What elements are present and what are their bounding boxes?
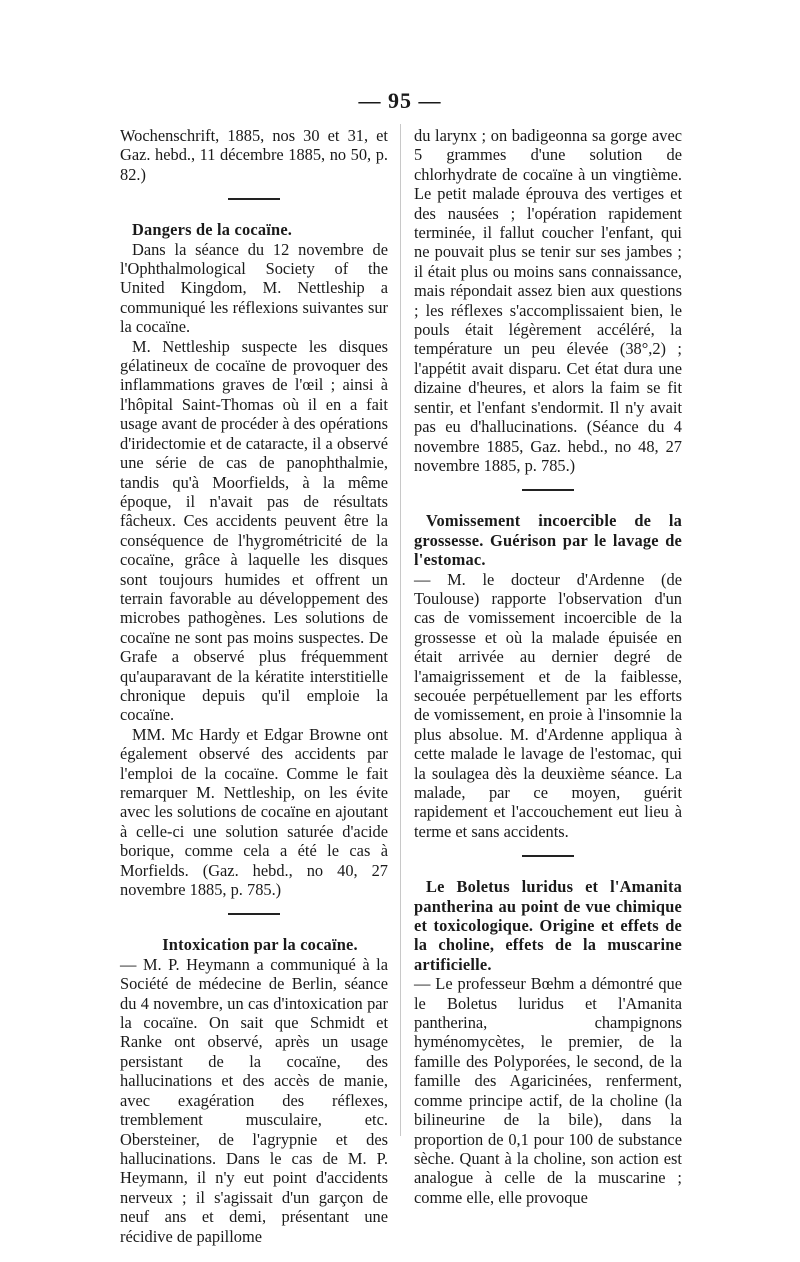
section-paragraph: M. Nettleship suspecte les disques gélatineux de cocaïne de provoquer des inflammations graves de l'œil ; ainsi à l'hôpital Saint-Thomas où il en a fait usage avant de procéder à des opérations d'iridectomie et de cataracte, il a observé une série de cas de panophthalmie, tandis qu'à Moorfields, à la même époque, il n'avait pas de résultats fâcheux. Ces accidents peuvent être la conséquence de l'hygrométricité de la cocaïne, grâce à laquelle les disques sont toujours humides et offrent un terrain favorable au développement des microbes pathogènes. Les solutions de cocaïne ne sont pas moins suspectes. De Grafe a observé plus fréquemment qu'auparavant de la kératite interstitielle chronique depuis qu'il emploie la cocaïne. bbox=[120, 336, 388, 725]
section-divider bbox=[228, 198, 280, 200]
section-paragraph-continuation: du larynx ; on badigeonna sa gorge avec 5 grammes d'une solution de chlorhydrate de cocaïne à un vingtième. Le petit malade éprouva des vertiges et des nausées ; l'opération rapidement terminée, il fallut coucher l'enfant, qui ne pouvait plus se tenir sur ses jambes ; il était plus ou moins sans connaissance, mais répondait assez bien aux questions ; les réflexes s'accomplissaient bien, le pouls était légèrement accéléré, la température un peu élevée (38°,2) ; l'appétit avait disparu. Cet état dura une dizaine d'heures, et alors la faim se fit sentir, et l'enfant s'endormit. Il n'y avait pas eu d'hallucinations. (Séance du 4 novembre 1885, Gaz. hebd., no 48, 27 novembre 1885, p. 785.) bbox=[414, 126, 682, 475]
section-paragraph: Dans la séance du 12 novembre de l'Ophthalmological Society of the United Kingdom, M. Nettleship a communiqué les réflexions suivantes sur la cocaïne. bbox=[120, 239, 388, 337]
page-number: — 95 — bbox=[358, 88, 442, 113]
section-divider bbox=[228, 913, 280, 915]
section-heading-vomissement: Vomissement incoercible de la grossesse. Guérison par le lavage de l'estomac. bbox=[414, 511, 682, 570]
right-column bbox=[414, 126, 682, 1207]
section-divider bbox=[522, 855, 574, 857]
reference-continuation: Wochenschrift, 1885, nos 30 et 31, et Gaz. hebd., 11 décembre 1885, no 50, p. 82.) bbox=[120, 126, 388, 184]
section-heading-intoxication-cocaine: Intoxication par la cocaïne. bbox=[162, 935, 358, 955]
left-column bbox=[120, 126, 388, 1246]
section-divider bbox=[522, 489, 574, 491]
section-heading-boletus: Le Boletus luridus et l'Amanita pantherina au point de vue chimique et toxicologique. Origine et effets de la choline, effets de la muscarine artificielle. bbox=[414, 877, 682, 974]
section-paragraph: — M. le docteur d'Ardenne (de Toulouse) rapporte l'observation d'un cas de vomissement incoercible de la grossesse et où la malade épuisée en était arrivée au dernier degré de l'amaigrissement et de la faiblesse, secouée perpétuellement par les efforts de vomissement, en proie à l'insomnie la plus absolue. M. d'Ardenne appliqua à cette malade le lavage de l'estomac, qui la soulagea dès la deuxième séance. La malade, par ce moyen, guérit rapidement et l'accouchement eut lieu à terme et sans accidents. bbox=[414, 569, 682, 841]
section-paragraph: MM. Mc Hardy et Edgar Browne ont également observé des accidents par l'emploi de la cocaïne. Comme le fait remarquer M. Nettleship, on les évite avec les solutions de cocaïne en ajoutant à celle-ci une solution saturée d'acide borique, comme cela a été le cas à Morfields. (Gaz. hebd., no 40, 27 novembre 1885, p. 785.) bbox=[120, 724, 388, 900]
section-paragraph: — M. P. Heymann a communiqué à la Société de médecine de Berlin, séance du 4 novembre, un cas d'intoxication par la cocaïne. On sait que Schmidt et Ranke ont observé, après un usage persistant de la cocaïne, des hallucinations et des accès de manie, avec exagération des réflexes, tremblement musculaire, etc. Obersteiner, de l'agrypnie et des hallucinations. Dans le cas de M. P. Heymann, il n'y eut point d'accidents nerveux ; il s'agissait d'un garçon de neuf ans et demi, présentant une récidive de papillome bbox=[120, 954, 388, 1246]
column-divider bbox=[400, 124, 401, 1136]
section-paragraph: — Le professeur Bœhm a démontré que le Boletus luridus et l'Amanita pantherina, champignons hyménomycètes, le premier, de la famille des Polyporées, le second, de la famille des Agaricinées, renferment, comme principe actif, de la choline (la bilineurine de la bile), dans la proportion de 0,1 pour 100 de substance sèche. Quant à la choline, son action est analogue à celle de la muscarine ; comme elle, elle provoque bbox=[414, 974, 682, 1207]
section-heading-dangers-cocaine: Dangers de la cocaïne. bbox=[132, 220, 293, 240]
